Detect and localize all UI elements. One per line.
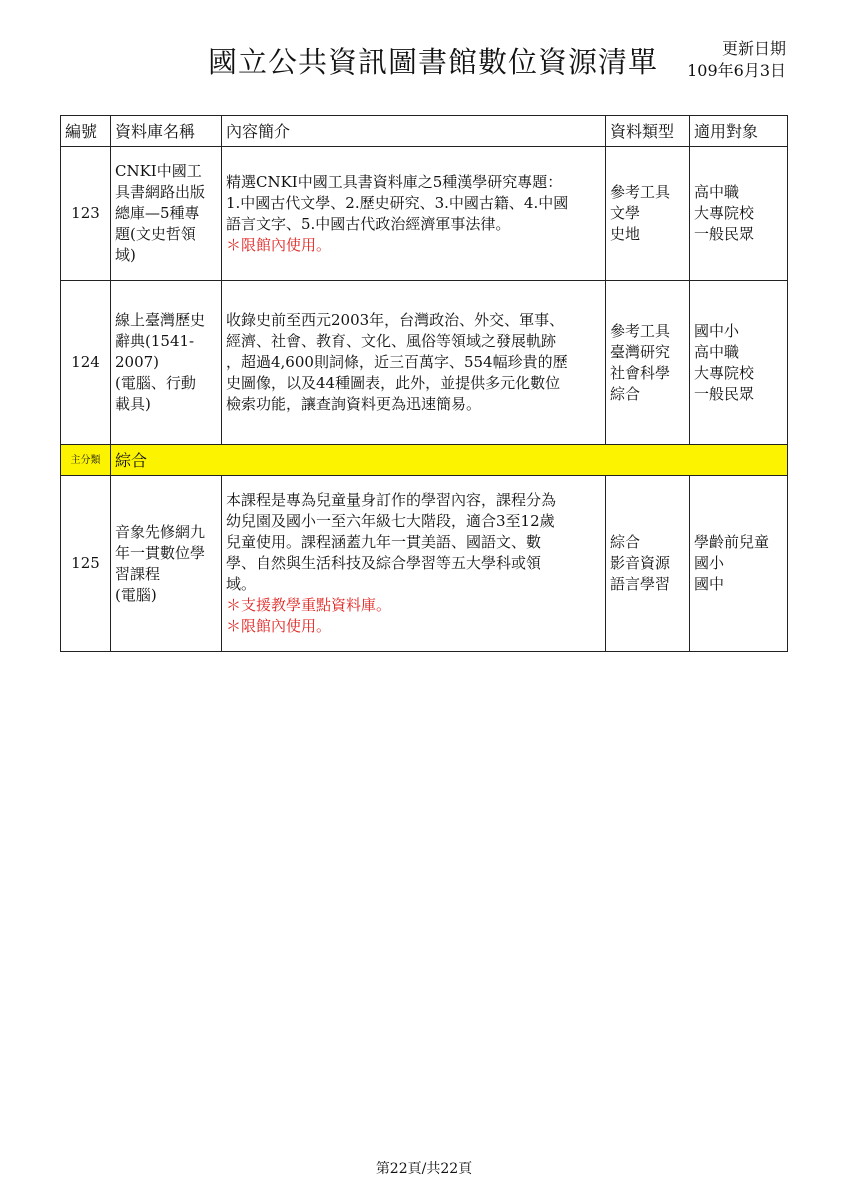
description-line: ，超過4,600則詞條，近三百萬字、554幅珍貴的歷 (226, 353, 568, 371)
database-name-line: (電腦) (115, 585, 157, 604)
table-row (61, 476, 788, 652)
audience-item: 高中職 (694, 183, 740, 201)
database-name-line: 2007) (115, 353, 160, 371)
table-row (61, 281, 788, 445)
description-line: 史圖像，以及44種圖表，此外，並提供多元化數位 (226, 374, 561, 392)
description-line: 幼兒園及國小一至六年級七大階段，適合3至12歲 (226, 512, 555, 530)
description-line: 檢索功能，讓查詢資料更為迅速簡易。 (226, 395, 482, 413)
audience-item: 學齡前兒童 (694, 533, 770, 551)
note-text: ＊支援教學重點資料庫。 (226, 596, 392, 614)
audience-item: 國中 (694, 575, 725, 593)
audience (690, 147, 788, 281)
resource-types (606, 476, 690, 652)
description-line: 1.中國古代文學、2.歷史研究、3.中國古籍、4.中國 (226, 193, 569, 212)
resource-type: 參考工具 (610, 183, 671, 201)
table-header-row (61, 116, 788, 147)
database-name-line: 音象先修網九 (115, 522, 206, 541)
column-header-name: 資料庫名稱 (111, 116, 222, 147)
database-name (111, 476, 222, 652)
description-line: 本課程是專為兒童量身訂作的學習內容，課程分為 (226, 491, 557, 509)
audience-item: 大專院校 (694, 204, 755, 222)
page-title: 國立公共資訊圖書館數位資源清單 (208, 45, 659, 79)
database-name-line: 線上臺灣歷史 (115, 311, 206, 329)
resource-type: 參考工具 (610, 321, 671, 340)
database-name-line: 習課程 (115, 564, 161, 583)
audience-item: 大專院校 (694, 363, 755, 382)
database-name-line: 總庫—5種專 (115, 204, 200, 222)
audience (690, 281, 788, 445)
audience-item: 一般民眾 (694, 384, 755, 403)
audience (690, 476, 788, 652)
category-name: 綜合 (111, 445, 788, 476)
resource-type: 語言學習 (610, 575, 671, 593)
database-name (111, 147, 222, 281)
database-name-line: 辭典(1541- (115, 332, 195, 350)
description (222, 147, 606, 281)
column-header-desc: 內容簡介 (222, 116, 606, 147)
database-name-line: CNKI中國工 (115, 162, 202, 180)
audience-item: 國小 (694, 554, 725, 572)
resource-table (60, 115, 788, 652)
resource-type: 社會科學 (610, 363, 671, 382)
column-header-type: 資料類型 (606, 116, 690, 147)
resource-types (606, 147, 690, 281)
description-line: 學、自然與生活科技及綜合學習等五大學科或領 (226, 554, 542, 572)
audience-item: 國中小 (694, 321, 740, 340)
database-name-line: 域) (115, 246, 136, 264)
database-name-line: 具書網路出版 (115, 183, 206, 201)
update-info (687, 38, 786, 82)
description-line: 語言文字、5.中國古代政治經濟軍事法律。 (226, 214, 511, 233)
description-line: 域。 (226, 575, 257, 593)
description (222, 476, 606, 652)
category-label: 主分類 (61, 445, 111, 476)
description-line: 兒童使用。課程涵蓋九年一貫美語、國語文、數 (226, 533, 542, 551)
resource-type: 臺灣研究 (610, 342, 671, 361)
resource-type: 史地 (610, 225, 641, 243)
update-label: 更新日期 (721, 39, 786, 58)
table-row (61, 147, 788, 281)
page-footer: 第22頁/共22頁 (375, 1161, 473, 1177)
database-name-line: 年一貫數位學 (115, 543, 206, 562)
row-number: 124 (61, 281, 111, 445)
description-line: 精選CNKI中國工具書資料庫之5種漢學研究專題： (226, 172, 563, 191)
description (222, 281, 606, 445)
resource-type: 綜合 (610, 384, 641, 403)
description-line: 經濟、社會、教育、文化、風俗等領域之發展軌跡 (226, 332, 557, 350)
database-name-line: 題(文史哲領 (115, 225, 196, 243)
column-header-no: 編號 (61, 116, 111, 147)
description-line: 收錄史前至西元2003年，台灣政治、外交、軍事、 (226, 311, 565, 329)
row-number: 123 (61, 147, 111, 281)
resource-type: 文學 (610, 204, 641, 222)
audience-item: 一般民眾 (694, 225, 755, 243)
database-name (111, 281, 222, 445)
database-name-line: (電腦、行動 (115, 374, 196, 392)
audience-item: 高中職 (694, 342, 740, 361)
resource-types (606, 281, 690, 445)
note-text: ＊限館內使用。 (226, 235, 332, 254)
resource-type: 綜合 (610, 533, 641, 551)
row-number: 125 (61, 476, 111, 652)
update-date: 109年6月3日 (687, 61, 786, 80)
note-text: ＊限館內使用。 (226, 617, 332, 635)
resource-type: 影音資源 (610, 554, 671, 572)
column-header-audience: 適用對象 (690, 116, 788, 147)
database-name-line: 載具) (115, 395, 151, 413)
category-row (61, 445, 788, 476)
